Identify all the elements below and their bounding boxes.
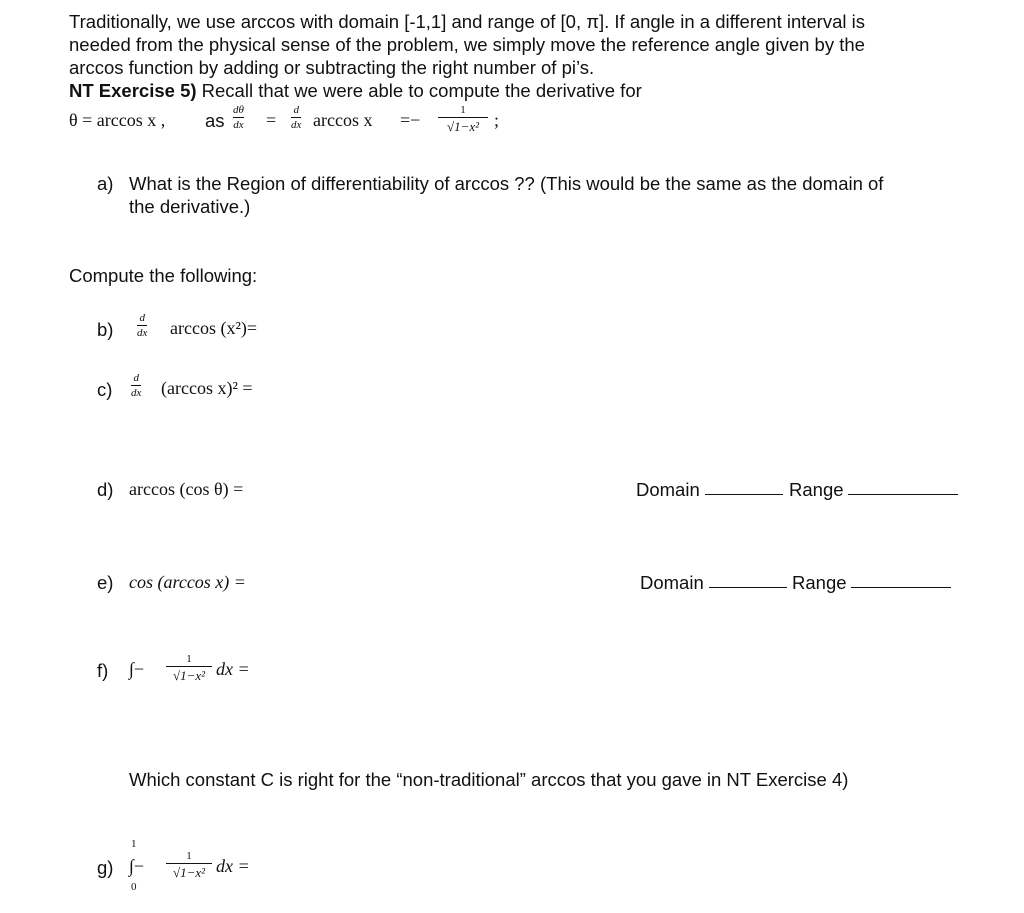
part-g-tail: dx = bbox=[216, 856, 250, 876]
part-d-domain-blank[interactable] bbox=[705, 478, 783, 500]
dtheta-dx-fraction bbox=[233, 104, 244, 131]
part-a-label: a) bbox=[97, 173, 114, 194]
part-f-label: f) bbox=[97, 660, 109, 681]
part-d-range-label: Range bbox=[789, 479, 844, 500]
arccos-x-text: arccos x bbox=[313, 110, 373, 130]
dtheta-numerator: dθ bbox=[233, 104, 244, 116]
nt-exercise-heading bbox=[69, 79, 642, 102]
nt-exercise-text: Recall that we were able to compute the derivative for bbox=[196, 80, 642, 101]
semicolon: ; bbox=[494, 110, 500, 130]
part-a-line-1: What is the Region of differentiability of arccos ?? (This would be the same as the domain of bbox=[129, 173, 884, 194]
intro-line-3: arccos function by adding or subtracting the right number of pi’s. bbox=[69, 57, 595, 78]
as-word: as bbox=[205, 110, 225, 131]
part-e-range-blank[interactable] bbox=[851, 571, 951, 593]
d-dx-fraction bbox=[131, 372, 141, 399]
part-e-label: e) bbox=[97, 572, 114, 593]
fraction-bar bbox=[291, 117, 301, 118]
fraction-bar bbox=[166, 863, 212, 864]
d-dx-fraction bbox=[137, 312, 147, 339]
part-d-domain-label: Domain bbox=[636, 479, 700, 500]
dx-denominator: dx bbox=[131, 387, 142, 399]
part-e-domain-blank[interactable] bbox=[709, 571, 787, 593]
integrand-fraction bbox=[166, 850, 212, 881]
d-numerator: d bbox=[133, 372, 139, 384]
derivative-fraction bbox=[438, 104, 488, 135]
integral-lower-limit: 0 bbox=[131, 881, 137, 893]
theta-equation: θ = arccos x , bbox=[69, 110, 166, 130]
fraction-bar bbox=[137, 325, 147, 326]
part-d-range-blank[interactable] bbox=[848, 478, 958, 500]
integral-upper-limit: 1 bbox=[131, 838, 137, 850]
dx-denominator: dx bbox=[137, 327, 148, 339]
integral-sign: ∫− bbox=[129, 659, 145, 679]
fraction-bar bbox=[131, 385, 141, 386]
one-numerator: 1 bbox=[460, 104, 466, 116]
part-d-expression: arccos (cos θ) = bbox=[129, 479, 244, 499]
fraction-bar bbox=[233, 117, 244, 118]
equals-minus: =− bbox=[400, 110, 421, 130]
compute-heading: Compute the following: bbox=[69, 265, 258, 286]
integrand-fraction bbox=[166, 653, 212, 684]
intro-line-1: Traditionally, we use arccos with domain [-1,1] and range of [0, π]. If angle in a different interval is bbox=[69, 11, 865, 32]
equals-sign: = bbox=[266, 110, 277, 130]
one-numerator: 1 bbox=[186, 653, 192, 665]
fraction-bar bbox=[438, 117, 488, 118]
d-numerator: d bbox=[293, 104, 299, 116]
one-numerator: 1 bbox=[186, 850, 192, 862]
dx-denominator: dx bbox=[233, 119, 244, 131]
part-e-expression: cos (arccos x) = bbox=[129, 572, 246, 592]
integral-sign: ∫− bbox=[129, 856, 145, 876]
intro-line-2: needed from the physical sense of the problem, we simply move the reference angle given by the bbox=[69, 34, 865, 55]
part-e-domain-label: Domain bbox=[640, 572, 704, 593]
nt-exercise-label: NT Exercise 5) bbox=[69, 80, 197, 101]
part-c-label: c) bbox=[97, 379, 113, 400]
dx-denominator: dx bbox=[291, 119, 302, 131]
part-c-expression: (arccos x)² = bbox=[161, 378, 253, 398]
part-g-label: g) bbox=[97, 857, 114, 878]
part-b-expression: arccos (x²)= bbox=[170, 318, 258, 338]
part-b-label: b) bbox=[97, 319, 114, 340]
fraction-bar bbox=[166, 666, 212, 667]
sqrt-denominator: √1−x² bbox=[172, 668, 206, 683]
part-a-line-2: the derivative.) bbox=[129, 196, 251, 217]
sqrt-denominator: √1−x² bbox=[172, 865, 206, 880]
part-d-label: d) bbox=[97, 479, 114, 500]
d-dx-fraction bbox=[291, 104, 301, 131]
sqrt-denominator: √1−x² bbox=[446, 119, 480, 134]
part-f-tail: dx = bbox=[216, 659, 250, 679]
d-numerator: d bbox=[139, 312, 145, 324]
constant-question: Which constant C is right for the “non-traditional” arccos that you gave in NT Exercise 4) bbox=[129, 769, 849, 790]
arccos-x bbox=[313, 110, 372, 131]
part-e-range-label: Range bbox=[792, 572, 847, 593]
